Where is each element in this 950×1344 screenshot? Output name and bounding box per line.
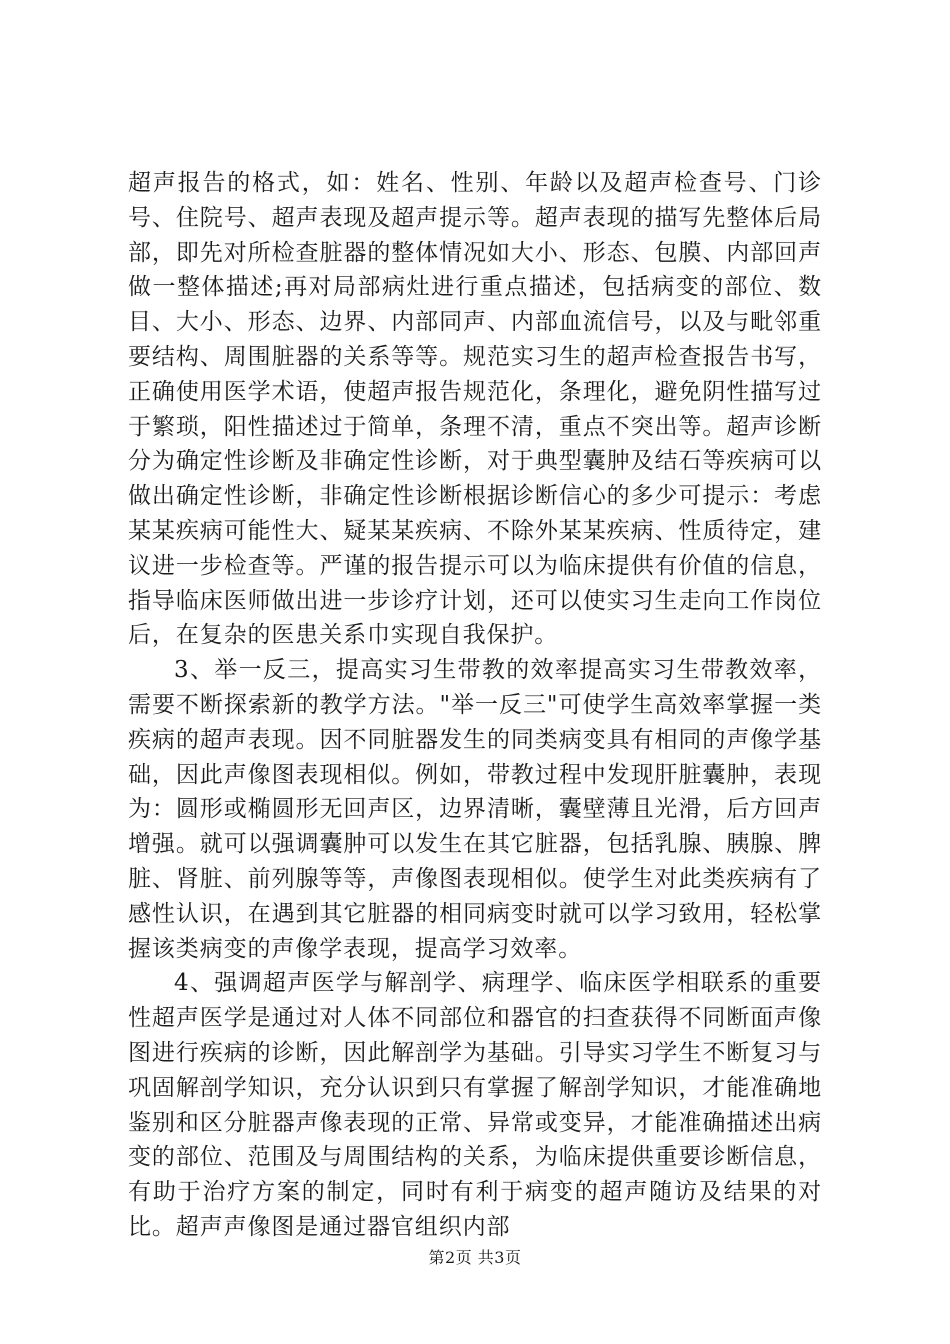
paragraph-section-3: 3、举一反三，提高实习生带教的效率提高实习生带教效率，需要不断探索新的教学方法。"举一反三"可使学生高效率掌握一类疾病的超声表现。因不同脏器发生的同类病变具有相同的声像学基础，因此声像图表现相似。例如，带教过程中发现肝脏囊肿，表现为：圆形或椭圆形无回声区，边界清晰，囊壁薄且光滑，后方回声增强。就可以强调囊肿可以发生在其它脏器，包括乳腺、胰腺、脾脏、肾脏、前列腺等等，声像图表现相似。使学生对此类疾病有了感性认识，在遇到其它脏器的相同病变时就可以学习致用，轻松掌握该类病变的声像学表现，提高学习效率。 xyxy=(128,657,822,962)
page-number-footer: 第2页 共3页 xyxy=(428,1248,522,1267)
paragraph-report-format: 超声报告的格式，如：姓名、性别、年龄以及超声检查号、门诊号、住院号、超声表现及超声提示等。超声表现的描写先整体后局部，即先对所检查脏器的整体情况如大小、形态、包膜、内部回声做一整体描述;再对局部病灶进行重点描述，包括病变的部位、数目、大小、形态、边界、内部同声、内部血流信号，以及与毗邻重要结构、周围脏器的关系等等。规范实习生的超声检查报告书写，正确使用医学术语，使超声报告规范化，条理化，避免阴性描写过于繁琐，阳性描述过于简单，条理不清，重点不突出等。超声诊断分为确定性诊断及非确定性诊断，对于典型囊肿及结石等疾病可以做出确定性诊断，非确定性诊断根据诊断信心的多少可提示：考虑某某疾病可能性大、疑某某疾病、不除外某某疾病、性质待定，建议进一步检查等。严谨的报告提示可以为临床提供有价值的信息，指导临床医师做出进一步诊疗计划，还可以使实习生走向工作岗位后，在复杂的医患关系巾实现自我保护。 xyxy=(128,170,822,649)
document-body xyxy=(128,166,822,1245)
paragraph-section-4: 4、强调超声医学与解剖学、病理学、临床医学相联系的重要性超声医学是通过对人体不同部位和器官的扫查获得不同断面声像图进行疾病的诊断，因此解剖学为基础。引导实习学生不断复习与巩固解剖学知识，充分认识到只有掌握了解剖学知识，才能准确地鉴别和区分脏器声像表现的正常、异常或变异，才能准确描述出病变的部位、范围及与周围结构的关系，为临床提供重要诊断信息，有助于治疗方案的制定，同时有利于病变的超声随访及结果的对比。超声声像图是通过器官组织内部 xyxy=(128,970,822,1240)
